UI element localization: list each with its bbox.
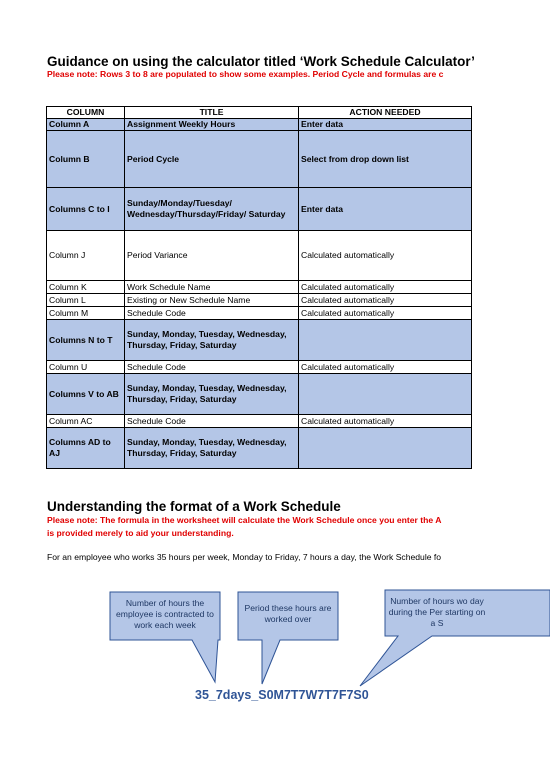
header-action: ACTION NEEDED <box>299 107 472 119</box>
cell-title: Sunday, Monday, Tuesday, Wednesday, Thursday, Friday, Saturday <box>125 320 299 361</box>
header-column: COLUMN <box>47 107 125 119</box>
cell-title: Period Variance <box>125 231 299 281</box>
cell-title: Period Cycle <box>125 131 299 188</box>
cell-action: Calculated automatically <box>299 415 472 428</box>
cell-column: Column J <box>47 231 125 281</box>
header-title: TITLE <box>125 107 299 119</box>
callout-3-clip <box>388 596 486 632</box>
cell-column: Columns C to I <box>47 188 125 231</box>
cell-column: Column K <box>47 281 125 294</box>
cell-action: Select from drop down list <box>299 131 472 188</box>
cell-column: Column L <box>47 294 125 307</box>
callout-3-text: Number of hours wo day during the Per starting on a S <box>388 596 486 628</box>
cell-title: Sunday, Monday, Tuesday, Wednesday, Thursday, Friday, Saturday <box>125 374 299 415</box>
callout-2-text: Period these hours are worked over <box>244 603 332 624</box>
cell-action: Enter data <box>299 188 472 231</box>
cell-column: Column A <box>47 119 125 131</box>
cell-title: Work Schedule Name <box>125 281 299 294</box>
guidance-note: Please note: Rows 3 to 8 are populated to show some examples. Period Cycle and formulas are c <box>47 69 444 79</box>
guidance-title: Guidance on using the calculator titled ‘Work Schedule Calculator’ <box>47 54 475 69</box>
cell-column: Column M <box>47 307 125 320</box>
cell-title: Assignment Weekly Hours <box>125 119 299 131</box>
callout-1-text: Number of hours the employee is contracted to work each week <box>116 598 214 630</box>
schedule-code-example: 35_7days_S0M7T7W7T7F7S0 <box>195 688 369 702</box>
cell-action: Calculated automatically <box>299 281 472 294</box>
format-title: Understanding the format of a Work Schedule <box>47 499 341 514</box>
format-example: For an employee who works 35 hours per week, Monday to Friday, 7 hours a day, the Work Schedule fo <box>47 552 442 562</box>
cell-column: Columns N to T <box>47 320 125 361</box>
cell-column: Column AC <box>47 415 125 428</box>
cell-column: Column B <box>47 131 125 188</box>
cell-title: Schedule Code <box>125 415 299 428</box>
cell-title: Schedule Code <box>125 307 299 320</box>
cell-action: Calculated automatically <box>299 307 472 320</box>
cell-title: Schedule Code <box>125 361 299 374</box>
format-note-line2: is provided merely to aid your understanding. <box>47 528 234 538</box>
cell-action: Calculated automatically <box>299 231 472 281</box>
cell-column: Column U <box>47 361 125 374</box>
cell-title: Sunday/Monday/Tuesday/ Wednesday/Thursday/Friday/ Saturday <box>125 188 299 231</box>
cell-action: Calculated automatically <box>299 294 472 307</box>
cell-action: Enter data <box>299 119 472 131</box>
format-note-line1: Please note: The formula in the worksheet will calculate the Work Schedule once you enter the A <box>47 515 442 525</box>
cell-title: Existing or New Schedule Name <box>125 294 299 307</box>
cell-column: Columns AD to AJ <box>47 428 125 469</box>
cell-action: Calculated automatically <box>299 361 472 374</box>
cell-title: Sunday, Monday, Tuesday, Wednesday, Thursday, Friday, Saturday <box>125 428 299 469</box>
cell-column: Columns V to AB <box>47 374 125 415</box>
